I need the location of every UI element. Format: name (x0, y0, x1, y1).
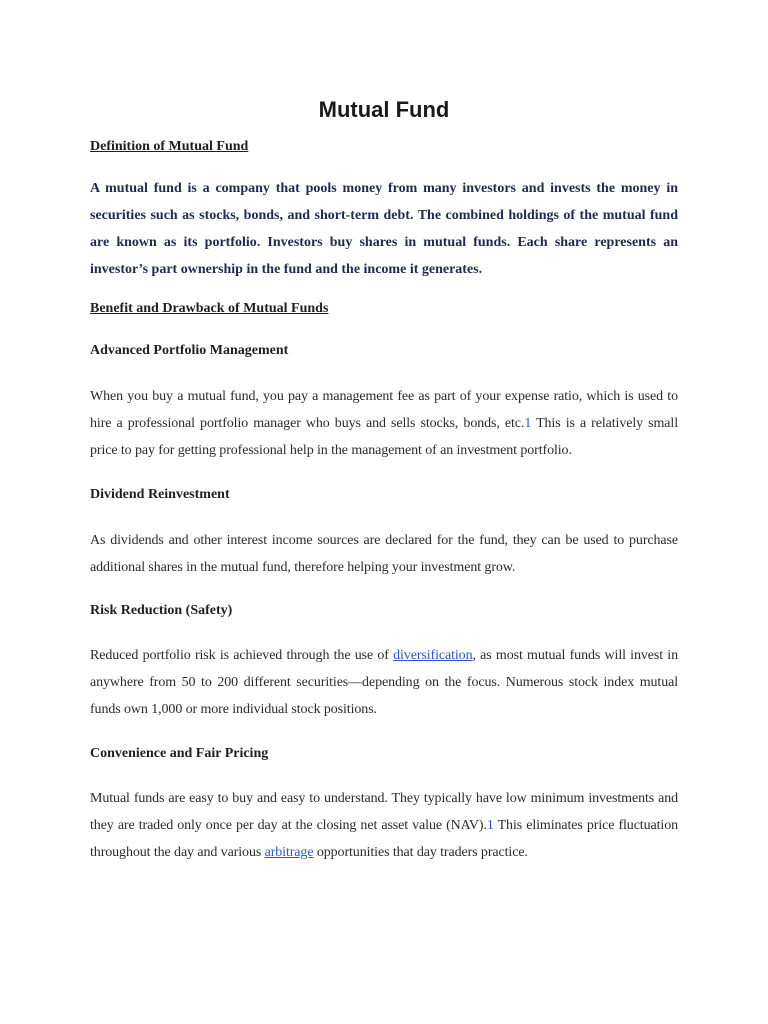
paragraph-text: When you buy a mutual fund, you pay a management fee as part of your expense ratio, which is used to hire a professional portfolio manager who buys and sells stocks, bonds, etc. (90, 389, 678, 432)
dividend-reinvestment-paragraph: As dividends and other interest income sources are declared for the fund, they can be used to purchase additional shares in the mutual fund, therefore helping your investment grow. (90, 532, 678, 575)
benefits-heading: Benefit and Drawback of Mutual Funds (90, 301, 329, 316)
paragraph-text: Mutual funds are easy to buy and easy to understand. They typically have low minimum investments and they are traded only once per day at the closing net asset value (NAV). (90, 790, 678, 833)
paragraph-text: Reduced portfolio risk is achieved through the use of (90, 648, 394, 664)
paragraph-text: , as most mutual funds will invest in anywhere from 50 to 200 different securities—depending on the focus. Numerous stock index mutual funds own 1,000 or more individual stock positions. (90, 648, 679, 718)
convenience-heading: Convenience and Fair Pricing (90, 745, 269, 761)
citation-marker[interactable]: 1 (524, 416, 532, 432)
risk-reduction-paragraph (90, 642, 678, 724)
page-title: Mutual Fund (318, 97, 450, 122)
convenience-paragraph (90, 785, 678, 867)
arbitrage-link[interactable]: arbitrage (264, 845, 314, 861)
paragraph-text: This eliminates price fluctuation throughout the day and various (90, 817, 678, 861)
definition-paragraph: A mutual fund is a company that pools money from many investors and invests the money in securities such as stocks, bonds, and short-term debt. The combined holdings of the mutual fund are known as its portfolio. Investors buy shares in mutual funds. Each share represents an investor’s part ownership in the fund and the income it generates. (90, 181, 678, 277)
portfolio-management-paragraph (90, 383, 678, 465)
dividend-reinvestment-heading: Dividend Reinvestment (90, 486, 230, 502)
portfolio-management-heading: Advanced Portfolio Management (90, 343, 289, 358)
risk-reduction-heading: Risk Reduction (Safety) (90, 603, 233, 619)
paragraph-text: This is a relatively small price to pay for getting professional help in the management of an investment portfolio. (90, 416, 678, 459)
paragraph-text: opportunities that day traders practice. (313, 845, 528, 861)
definition-heading: Definition of Mutual Fund (90, 139, 249, 154)
citation-marker[interactable]: 1 (486, 817, 494, 833)
diversification-link[interactable]: diversification (393, 648, 473, 664)
